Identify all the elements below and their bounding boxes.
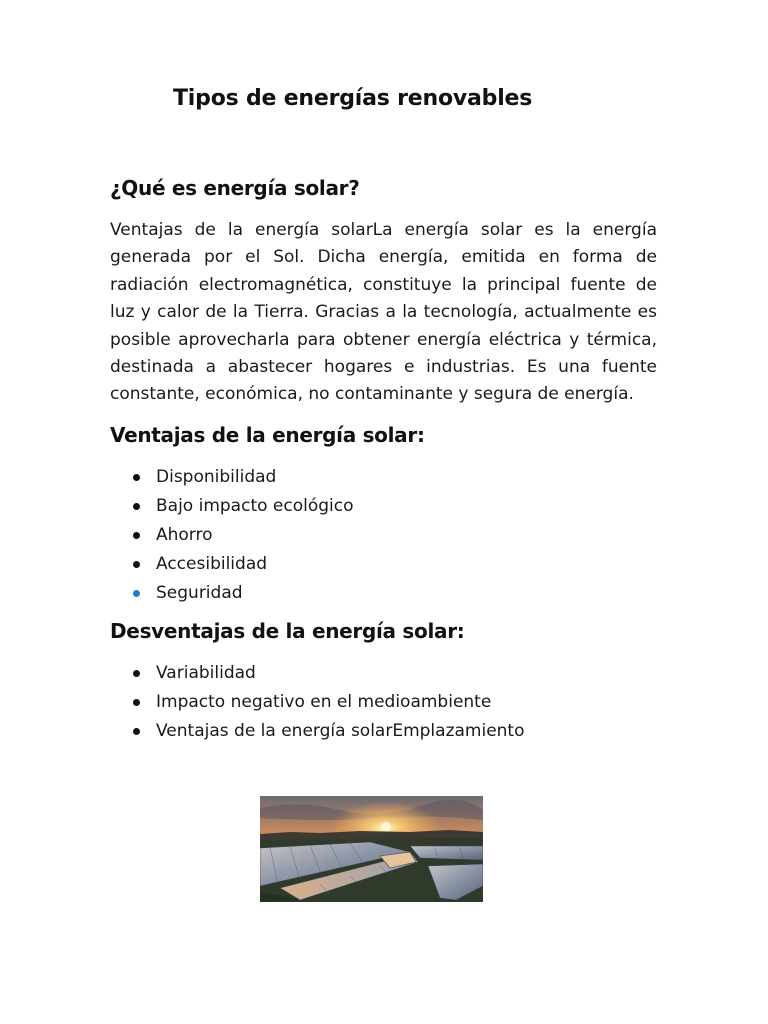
list-item-label: Accesibilidad [156,554,268,574]
list-item [110,463,354,492]
heading-desventajas: Desventajas de la energía solar: [110,619,465,643]
document-title: Tipos de energías renovables [173,86,533,111]
list-item [110,688,525,717]
list-item [110,579,354,608]
bullet-icon [133,561,140,568]
bullet-icon [133,590,140,597]
ventajas-list [110,463,354,608]
desventajas-list [110,659,525,746]
list-item [110,521,354,550]
list-item [110,717,525,746]
bullet-icon [133,474,140,481]
bullet-icon [133,670,140,677]
list-item-label: Ahorro [156,525,213,545]
list-item [110,492,354,521]
solar-panel-field-image [260,796,483,902]
bullet-icon [133,503,140,510]
heading-que-es-energia-solar: ¿Qué es energía solar? [110,176,360,200]
list-item-label: Impacto negativo en el medioambiente [156,692,492,712]
list-item [110,659,525,688]
list-item [110,550,354,579]
solar-energy-paragraph: Ventajas de la energía solarLa energía solar es la energía generada por el Sol. Dicha energía, emitida en forma de radiación electromagnética, constituye la principal fuente de luz y calor de la Tierra. Gracias a la tecnología, actualmente es posible aprovecharla para obtener energía eléctrica y térmica, destinada a abastecer hogares e industrias. Es una fuente constante, económica, no contaminante y segura de energía. [110,220,657,405]
bullet-icon [133,532,140,539]
list-item-label: Seguridad [156,583,243,603]
list-item-label: Bajo impacto ecológico [156,496,354,516]
list-item-label: Ventajas de la energía solarEmplazamiento [156,721,525,741]
bullet-icon [133,699,140,706]
list-item-label: Disponibilidad [156,467,277,487]
heading-ventajas: Ventajas de la energía solar: [110,423,425,447]
list-item-label: Variabilidad [156,663,256,683]
bullet-icon [133,728,140,735]
